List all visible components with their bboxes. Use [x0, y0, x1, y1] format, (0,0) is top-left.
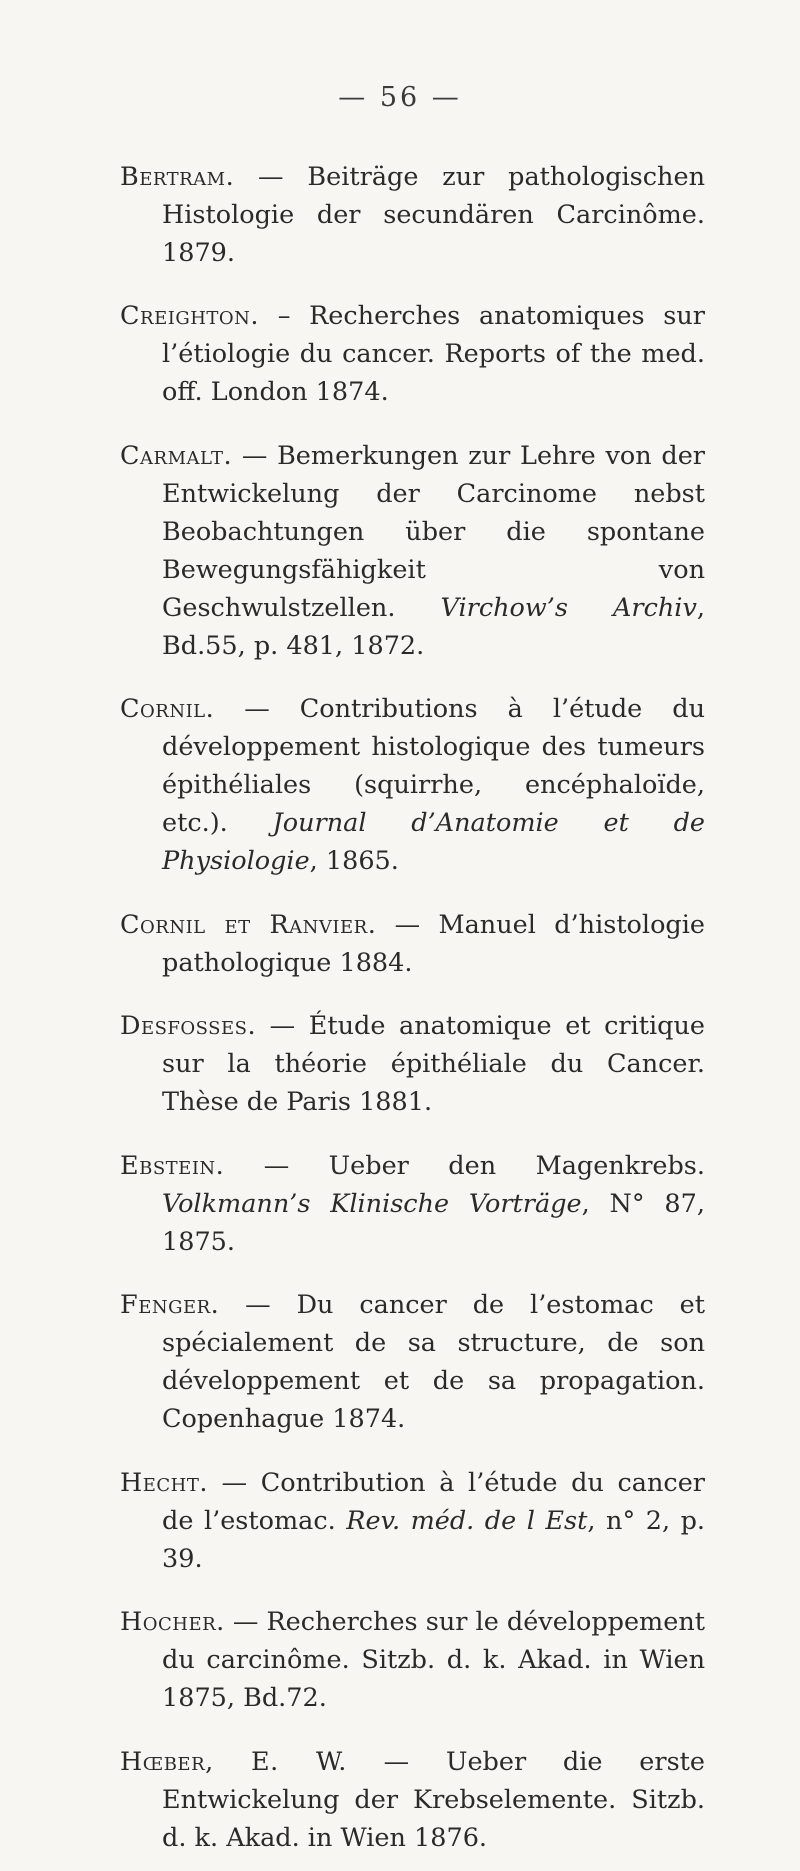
entry-text: — Étude anatomique et critique sur la théorie épithéliale du Cancer. Thèse de Paris 1881.: [162, 1011, 705, 1117]
entry-journal: Journal d’Anatomie et de Physiologie: [162, 808, 705, 876]
entry-author: Creighton.: [120, 301, 260, 331]
bibliography-entry: [120, 437, 705, 665]
entry-author: Hœber, E. W.: [120, 1746, 347, 1777]
entry-text-after: , Bd.55, p. 481, 1872.: [162, 592, 705, 661]
entry-author: Hocher.: [120, 1607, 225, 1637]
entry-author: Ebstein.: [120, 1150, 225, 1181]
entry-author: Carmalt.: [120, 440, 233, 471]
bibliography-entry: [120, 1007, 705, 1121]
bibliography-list: [120, 132, 705, 1871]
page-number: — 56 —: [338, 82, 462, 113]
entry-text-after: , N° 87, 1875.: [162, 1188, 705, 1257]
entry-author: Desfosses.: [120, 1011, 257, 1041]
entry-author: Cornil et Ranvier.: [120, 909, 377, 940]
entry-text: – Recherches anatomiques sur l’étiologie du cancer. Reports of the med. off. London 1874.: [162, 301, 705, 407]
bibliography-entry: [120, 690, 705, 880]
bibliography-entry: [120, 1603, 705, 1717]
entry-author: Hecht.: [120, 1467, 208, 1498]
entry-text: — Recherches sur le développement du carcinôme. Sitzb. d. k. Akad. in Wien 1875, Bd.72.: [162, 1607, 705, 1713]
entry-author: Fenger.: [120, 1290, 220, 1320]
entry-text-after: , n° 2, p. 39.: [162, 1505, 706, 1574]
bibliography-entry: [120, 1464, 705, 1578]
bibliography-entry: [120, 1286, 705, 1438]
entry-text: — Ueber den Magenkrebs.: [224, 1150, 705, 1181]
entry-text: — Ueber die erste Entwickelung der Krebselemente. Sitzb. d. k. Akad. in Wien 1876.: [162, 1746, 705, 1853]
bibliography-entry: [120, 158, 705, 272]
bibliography-entry: [120, 906, 705, 982]
entry-journal: Virchow’s Archiv: [440, 592, 697, 623]
entry-text: — Manuel d’histologie pathologique 1884.: [162, 909, 705, 978]
bibliography-entry: [120, 1147, 705, 1261]
entry-journal: Volkmann’s Klinische Vorträge: [162, 1188, 582, 1219]
bibliography-entry: [120, 297, 705, 411]
entry-author: Cornil.: [120, 694, 215, 724]
entry-text: — Du cancer de l’estomac et spécialement de sa structure, de son développement et de sa propagation. Copenhague 1874.: [162, 1290, 705, 1434]
entry-author: Bertram.: [120, 161, 235, 192]
entry-text: — Beiträge zur pathologischen Histologie der secundären Carcinôme. 1879.: [162, 161, 705, 268]
entry-journal: Rev. méd. de l Est: [346, 1505, 588, 1536]
entry-text: — Contribution à l’étude du cancer de l’estomac.: [162, 1467, 705, 1536]
bibliography-entry: [120, 1743, 705, 1857]
entry-text: — Bemerkungen zur Lehre von der Entwickelung der Carcinome nebst Beobachtungen über die spontane Bewegungsfähigkeit von Geschwulstzellen.: [162, 440, 705, 623]
entry-text: — Contributions à l’étude du développement histologique des tumeurs épithéliales (squirrhe, encéphaloïde, etc.).: [162, 694, 705, 838]
entry-text-after: , 1865.: [309, 846, 399, 876]
